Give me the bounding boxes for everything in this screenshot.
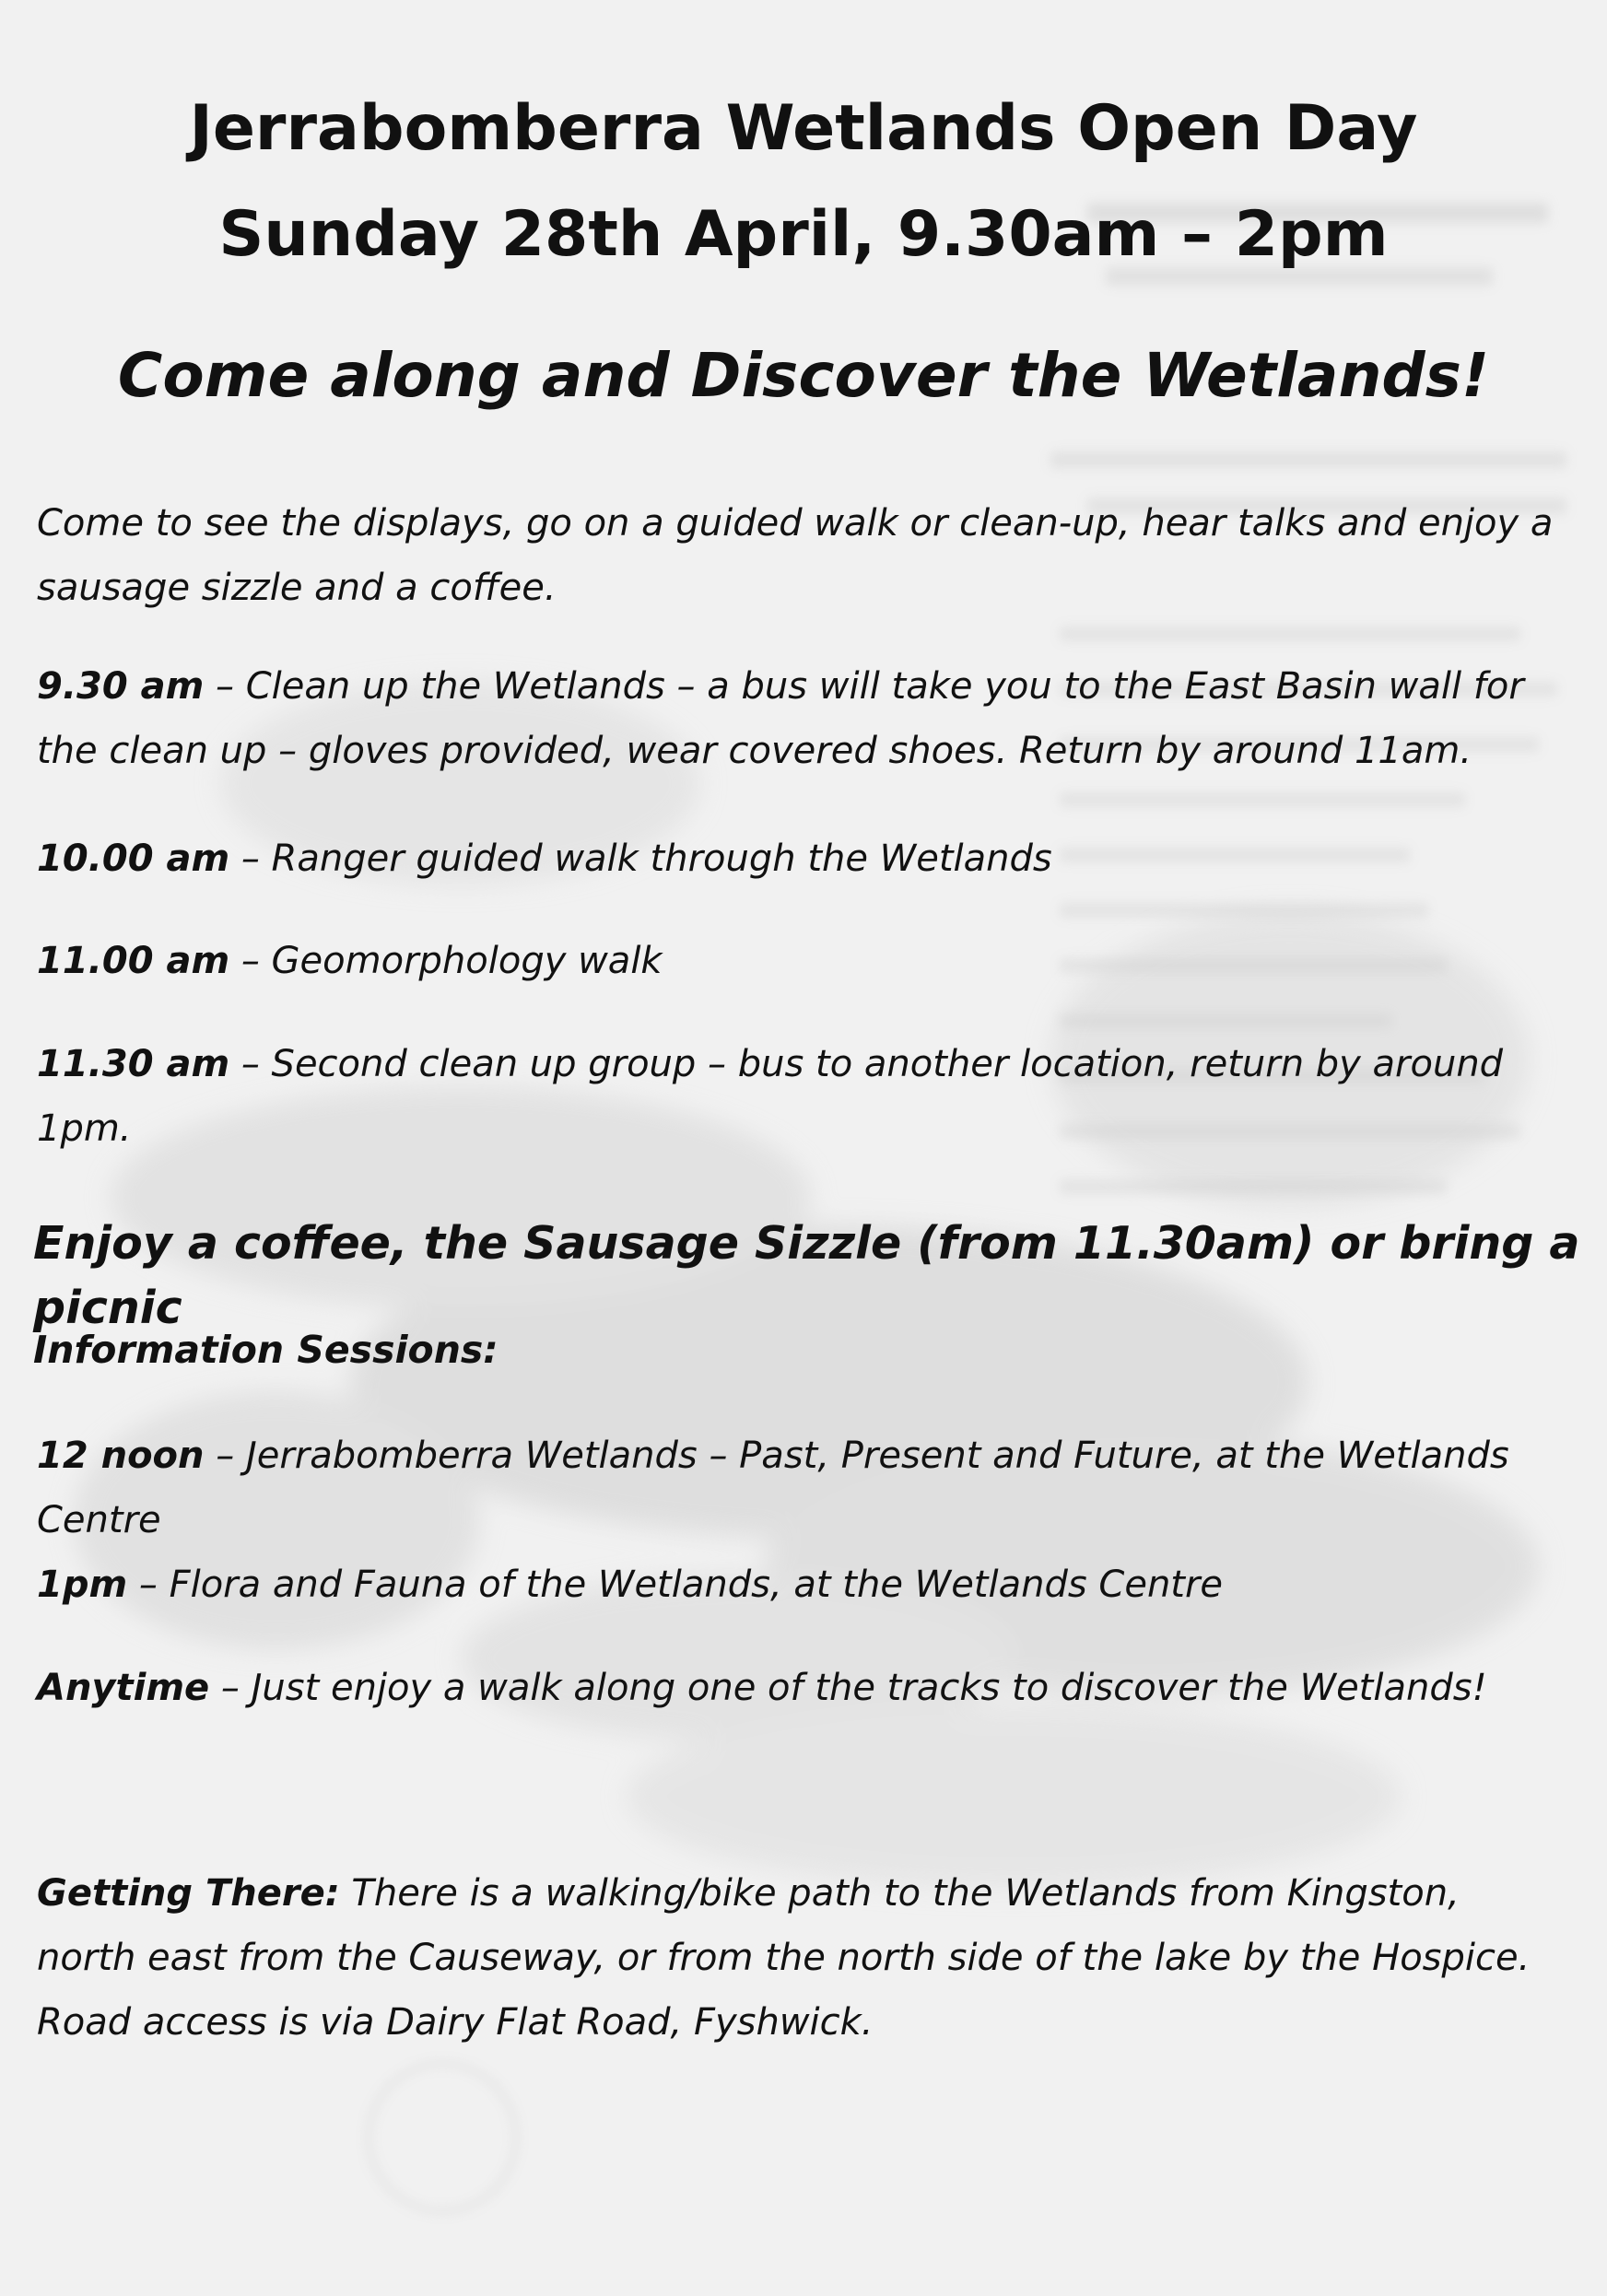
schedule-time: 11.30 am [37,1043,230,1085]
session-description: – Just enjoy a walk along one of the tracks to discover the Wetlands! [209,1667,1487,1709]
session-time: 12 noon [37,1435,205,1477]
getting-there-paragraph [37,1861,1557,2055]
schedule-item [37,929,1566,993]
getting-there-label: Getting There: [37,1872,340,1915]
session-description: – Jerrabomberra Wetlands – Past, Present and Future, at the Wetlands Centre [37,1435,1509,1541]
session-item [37,1552,1566,1617]
session-description: – Flora and Fauna of the Wetlands, at the Wetlands Centre [127,1564,1224,1606]
schedule-description: – Geomorphology walk [229,940,663,982]
session-item [37,1656,1566,1720]
refreshments-line: Enjoy a coffee, the Sausage Sizzle (from 11.30am) or bring a picnic [33,1217,1580,1334]
schedule-time: 10.00 am [37,838,230,880]
session-time: 1pm [37,1564,128,1606]
schedule-item [37,1032,1566,1161]
session-item [37,1423,1566,1552]
event-title: Jerrabomberra Wetlands Open Day [189,92,1418,165]
session-time: Anytime [37,1667,210,1709]
info-sessions-heading: Information Sessions: [33,1328,499,1372]
schedule-time: 11.00 am [37,940,230,982]
schedule-time: 9.30 am [37,665,205,708]
schedule-description: – Clean up the Wetlands – a bus will take you to the East Basin wall for the clean up – gloves provided, wear covered shoes. Return by around 11am. [37,665,1524,772]
schedule-item [37,654,1566,783]
getting-there-text: There is a walking/bike path to the Wetlands from Kingston, north east from the Causeway, or from the north side of the lake by the Hospice. Road access is via Dairy Flat Road, Fyshwick. [37,1872,1531,2044]
tagline: Come along and Discover the Wetlands! [117,340,1490,411]
intro-paragraph: Come to see the displays, go on a guided walk or clean-up, hear talks and enjoy a sausage sizzle and a coffee. [37,502,1554,609]
event-date-time: Sunday 28th April, 9.30am – 2pm [218,198,1389,271]
schedule-description: – Ranger guided walk through the Wetlands [229,838,1052,880]
schedule-item [37,826,1566,891]
schedule-description: – Second clean up group – bus to another location, return by around 1pm. [37,1043,1504,1150]
